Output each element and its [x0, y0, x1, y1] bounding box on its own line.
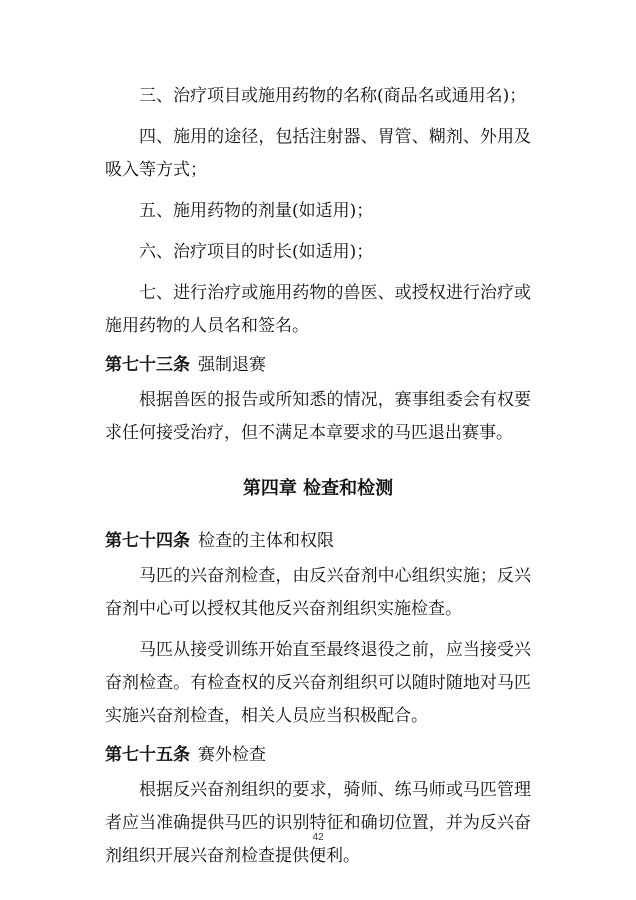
article-74-body-1: 马匹的兴奋剂检查，由反兴奋剂中心组织实施；反兴奋剂中心可以授权其他反兴奋剂组织实施检查。	[105, 566, 531, 619]
list-item-5: 五、施用药物的剂量(如适用)；	[139, 201, 374, 221]
list-item-7: 七、进行治疗或施用药物的兽医、或授权进行治疗或施用药物的人员名和签名。	[105, 283, 531, 336]
list-item-6: 六、治疗项目的时长(如适用)；	[139, 242, 374, 262]
article-75-body: 根据反兴奋剂组织的要求，骑师、练马师或马匹管理者应当准确提供马匹的识别特征和确切位置，并为反兴奋剂组织开展兴奋剂检查提供便利。	[105, 780, 531, 866]
page-number: 42	[312, 832, 324, 843]
article-74-title: 检查的主体和权限	[198, 531, 334, 551]
article-74-heading	[105, 525, 531, 558]
article-74-body-2: 马匹从接受训练开始直至最终退役之前，应当接受兴奋剂检查。有检查权的反兴奋剂组织可以随时随地对马匹实施兴奋剂检查，相关人员应当积极配合。	[105, 640, 531, 726]
article-74-number: 第七十四条	[105, 531, 190, 551]
article-73-body: 根据兽医的报告或所知悉的情况，赛事组委会有权要求任何接受治疗，但不满足本章要求的马匹退出赛事。	[105, 390, 531, 443]
chapter-heading: 第四章 检查和检测	[242, 478, 394, 499]
list-item-4: 四、施用的途径，包括注射器、胃管、糊剂、外用及吸入等方式；	[105, 127, 531, 180]
list-item-3: 三、治疗项目或施用药物的名称(商品名或通用名)；	[139, 86, 527, 106]
article-75-title: 赛外检查	[198, 745, 266, 765]
article-75-number: 第七十五条	[105, 745, 190, 765]
article-73-heading	[105, 349, 531, 382]
article-75-heading	[105, 739, 531, 772]
page-content	[105, 80, 531, 873]
article-73-title: 强制退赛	[198, 355, 266, 375]
article-73-number: 第七十三条	[105, 355, 190, 375]
